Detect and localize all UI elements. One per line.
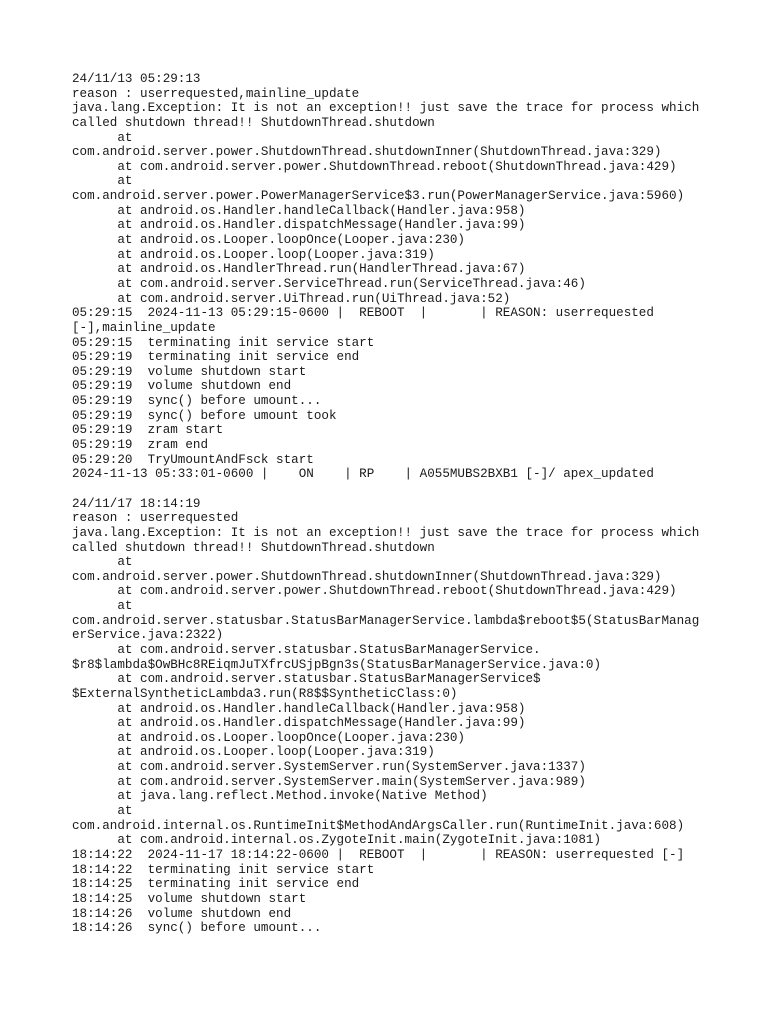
log-line: $r8$lambda$OwBHc8REiqmJuTXfrcUSjpBgn3s(StatusBarManagerService.java:0) (72, 657, 602, 672)
log-line: 05:29:19 zram start (72, 423, 224, 438)
log-line: java.lang.Exception: It is not an exception!! just save the trace for process which (72, 101, 700, 116)
log-line: 18:14:25 volume shutdown start (72, 891, 307, 906)
log-line: at android.os.Looper.loopOnce(Looper.java:230) (72, 730, 465, 745)
log-line: com.android.server.power.ShutdownThread.shutdownInner(ShutdownThread.java:329) (72, 145, 662, 160)
log-line: com.android.server.power.PowerManagerService$3.run(PowerManagerService.java:5960) (72, 189, 685, 204)
log-line: 05:29:15 2024-11-13 05:29:15-0600 | REBOOT | | REASON: userrequested (72, 306, 654, 321)
log-line: at com.android.server.power.ShutdownThread.reboot(ShutdownThread.java:429) (72, 584, 677, 599)
log-line: 2024-11-13 05:33:01-0600 | ON | RP | A055MUBS2BXB1 [-]/ apex_updated (72, 467, 654, 482)
log-document (72, 72, 712, 936)
log-line: at com.android.server.UiThread.run(UiThread.java:52) (72, 291, 511, 306)
log-line: at com.android.server.statusbar.StatusBarManagerService$ (72, 672, 541, 687)
log-line: 05:29:19 sync() before umount took (72, 408, 337, 423)
log-line: at (72, 599, 133, 614)
log-line: 24/11/13 05:29:13 (72, 72, 201, 86)
log-line: 18:14:26 volume shutdown end (72, 906, 292, 921)
log-line: 18:14:26 sync() before umount... (72, 921, 322, 936)
log-line: com.android.server.power.ShutdownThread.shutdownInner(ShutdownThread.java:329) (72, 569, 662, 584)
log-line: 05:29:19 volume shutdown start (72, 364, 307, 379)
log-line: 05:29:19 zram end (72, 438, 209, 453)
log-line: at com.android.server.SystemServer.main(SystemServer.java:989) (72, 774, 586, 789)
log-line: com.android.server.statusbar.StatusBarManagerService.lambda$reboot$5(StatusBarManag (72, 613, 700, 628)
log-line: 05:29:19 terminating init service end (72, 350, 360, 365)
log-line: erService.java:2322) (72, 628, 224, 643)
log-line: java.lang.Exception: It is not an exception!! just save the trace for process which (72, 525, 700, 540)
log-line: reason : userrequested,mainline_update (72, 86, 360, 101)
log-line: at android.os.Handler.dispatchMessage(Handler.java:99) (72, 716, 526, 731)
log-line: $ExternalSyntheticLambda3.run(R8$$SyntheticClass:0) (72, 686, 458, 701)
log-line: at android.os.Looper.loop(Looper.java:319) (72, 745, 435, 760)
log-line: 18:14:25 terminating init service end (72, 877, 360, 892)
log-line: at android.os.Looper.loop(Looper.java:319) (72, 247, 435, 262)
log-line: at android.os.Handler.handleCallback(Handler.java:958) (72, 203, 526, 218)
log-line: reason : userrequested (72, 511, 239, 526)
log-line: called shutdown thread!! ShutdownThread.shutdown (72, 540, 435, 555)
log-line: 05:29:20 TryUmountAndFsck start (72, 452, 314, 467)
log-line: at com.android.server.power.ShutdownThread.reboot(ShutdownThread.java:429) (72, 159, 677, 174)
log-line (72, 482, 712, 497)
log-line: com.android.internal.os.RuntimeInit$MethodAndArgsCaller.run(RuntimeInit.java:608) (72, 818, 685, 833)
log-line: at android.os.Looper.loopOnce(Looper.java:230) (72, 233, 465, 248)
log-line: at (72, 174, 133, 189)
log-line: at android.os.Handler.dispatchMessage(Handler.java:99) (72, 218, 526, 233)
log-line: at com.android.internal.os.ZygoteInit.main(ZygoteInit.java:1081) (72, 833, 602, 848)
log-line: at (72, 804, 133, 819)
log-line: 24/11/17 18:14:19 (72, 496, 201, 511)
log-line: 05:29:15 terminating init service start (72, 335, 375, 350)
log-line: at android.os.HandlerThread.run(HandlerThread.java:67) (72, 262, 526, 277)
log-line: 18:14:22 2024-11-17 18:14:22-0600 | REBOOT | | REASON: userrequested [-] (72, 847, 685, 862)
log-line: at (72, 555, 133, 570)
log-line: at java.lang.reflect.Method.invoke(Native Method) (72, 789, 488, 804)
log-line: at (72, 130, 133, 145)
log-line: at com.android.server.SystemServer.run(SystemServer.java:1337) (72, 760, 586, 775)
log-line: [-],mainline_update (72, 320, 216, 335)
log-line: 18:14:22 terminating init service start (72, 862, 375, 877)
log-line: called shutdown thread!! ShutdownThread.shutdown (72, 115, 435, 130)
log-line: 05:29:19 volume shutdown end (72, 379, 292, 394)
log-line: at android.os.Handler.handleCallback(Handler.java:958) (72, 701, 526, 716)
log-line: at com.android.server.statusbar.StatusBarManagerService. (72, 642, 541, 657)
log-line: 05:29:19 sync() before umount... (72, 394, 322, 409)
log-line: at com.android.server.ServiceThread.run(ServiceThread.java:46) (72, 276, 586, 291)
